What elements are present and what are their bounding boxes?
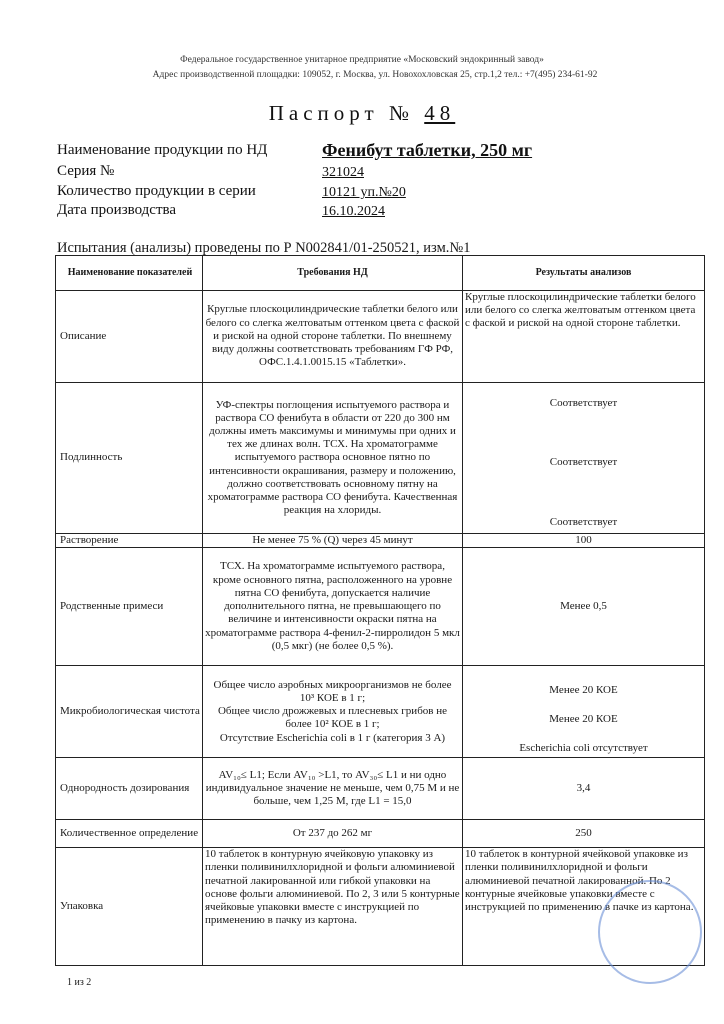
quantity-value: 10121 уп.№20 [322,185,406,200]
row-name: Упаковка [56,848,203,966]
req-ecoli: Отсутствие Escherichia coli в 1 г (категория 3 А) [219,731,446,744]
row-name: Растворение [56,534,203,548]
series-label: Серия № [57,163,115,179]
table-row [56,820,705,848]
passport-title-prefix: Паспорт № [268,101,414,125]
table-header-row [56,256,705,291]
header-results: Результаты анализов [463,256,705,291]
header-indicator: Наименование показателей [56,256,203,291]
passport-number: 48 [424,101,456,125]
table-row [56,666,705,758]
row-name: Родственные примеси [56,548,203,666]
row-result: 10 таблеток в контурной ячейковой упаковке из пленки поливинилхлоридной и фольги алюминиевой печатной лакированной. По 2 контурные ячейковые упаковки вместе с инструкцией по применению в пачке из картона. [463,848,705,966]
table-row [56,534,705,548]
row-requirement: Круглые плоскоцилиндрические таблетки белого или белого со слегка желтоватым оттенком цвета с фаской и риской на одной стороне таблетки. По внешнему виду должны соответствовать требованиям ГФ РФ, ОФС.1.4.1.0015.15 «Таблетки». [203,291,463,383]
page-number: 1 из 2 [67,977,92,988]
table-row [56,383,705,534]
row-requirement: УФ-спектры поглощения испытуемого раствора и раствора СО фенибута в области от 220 до 300 нм должны иметь максимумы и минимумы при одних и тех же длинах волн. ТСХ. На хроматограмме испытуемого раствора основное пятно по интенсивности окрашивания, размеру и положению, должно соответствовать основному пятну на хроматограмме раствора СО фенибута. Качественная реакция на хлориды. [203,383,463,534]
row-result: 250 [463,820,705,848]
product-name-label: Наименование продукции по НД [57,142,268,158]
result-tlc: Соответствует [549,456,618,469]
result-aerobic: Менее 20 КОЕ [549,684,618,697]
row-result [463,666,705,758]
quantity-label: Количество продукции в серии [57,183,256,199]
series-value: 321024 [322,165,364,180]
row-requirement [203,666,463,758]
result-uv: Соответствует [549,397,618,409]
row-name: Количественное определение [56,820,203,848]
row-requirement: От 237 до 262 мг [203,820,463,848]
production-date-label: Дата производства [57,202,177,218]
row-name: Микробиологическая чистота [56,666,203,758]
table-row [56,548,705,666]
row-requirement: 10 таблеток в контурную ячейковую упаковку из пленки поливинилхлоридной и фольги алюминиевой печатной лакированной или гибкой упаковки на основе фольги алюминиевой. По 2, 3 или 5 контурные ячейковые упаковки вместе с инструкцией по применению в пачку из картона. [203,848,463,966]
production-date-value: 16.10.2024 [322,204,385,219]
row-name: Подлинность [56,383,203,534]
header-requirements: Требования НД [203,256,463,291]
org-address-line: Адрес производственной площадки: 109052, г. Москва, ул. Новохохловская 25, стр.1,2 тел.: +7(495) 234-61-92 [152,70,598,80]
row-name: Описание [56,291,203,383]
req-yeast: Общее число дрожжевых и плесневых грибов не более 10² КОЕ в 1 г; [217,705,448,731]
passport-title [0,101,724,126]
row-result: 100 [463,534,705,548]
req-aerobic: Общее число аэробных микроорганизмов не более 10³ КОЕ в 1 г; [213,678,452,704]
row-result: Круглые плоскоцилиндрические таблетки белого или белого со слегка желтоватым оттенком цвета с фаской и риской на одной стороне таблетки. [463,291,705,383]
row-requirement: AV₁₀≤ L1; Если AV₁₀ >L1, то AV₃₀≤ L1 и ни одно индивидуальное значение не меньше, чем 0,75 М и не больше, чем 1,25 М, где L1 = 15,0 [203,758,463,820]
result-ecoli: Escherichia coli отсутствует [519,741,648,754]
table-row [56,291,705,383]
row-result [463,383,705,534]
row-name: Однородность дозирования [56,758,203,820]
tests-intro: Испытания (анализы) проведены по Р N002841/01-250521, изм.№1 [57,240,471,256]
row-requirement: ТСХ. На хроматограмме испытуемого раствора, кроме основного пятна, расположенного на уровне пятна СО фенибута, допускается наличие дополнительного пятна, не превышающего по величине и интенсивности окраски пятна на хроматограмме раствора 4-фенил-2-пирролидон 5 мкл (0,5 мкг) (не более 0,5 %). [203,548,463,666]
result-chlorides: Соответствует [549,515,618,528]
table-row [56,758,705,820]
product-name-value: Фенибут таблетки, 250 мг [322,140,533,160]
row-result: Менее 0,5 [463,548,705,666]
row-result: 3,4 [463,758,705,820]
round-stamp [598,880,702,984]
result-yeast: Менее 20 КОЕ [549,713,618,726]
row-requirement: Не менее 75 % (Q) через 45 минут [203,534,463,548]
org-name-line: Федеральное государственное унитарное предприятие «Московский эндокринный завод» [180,55,544,65]
analysis-table [55,255,705,966]
